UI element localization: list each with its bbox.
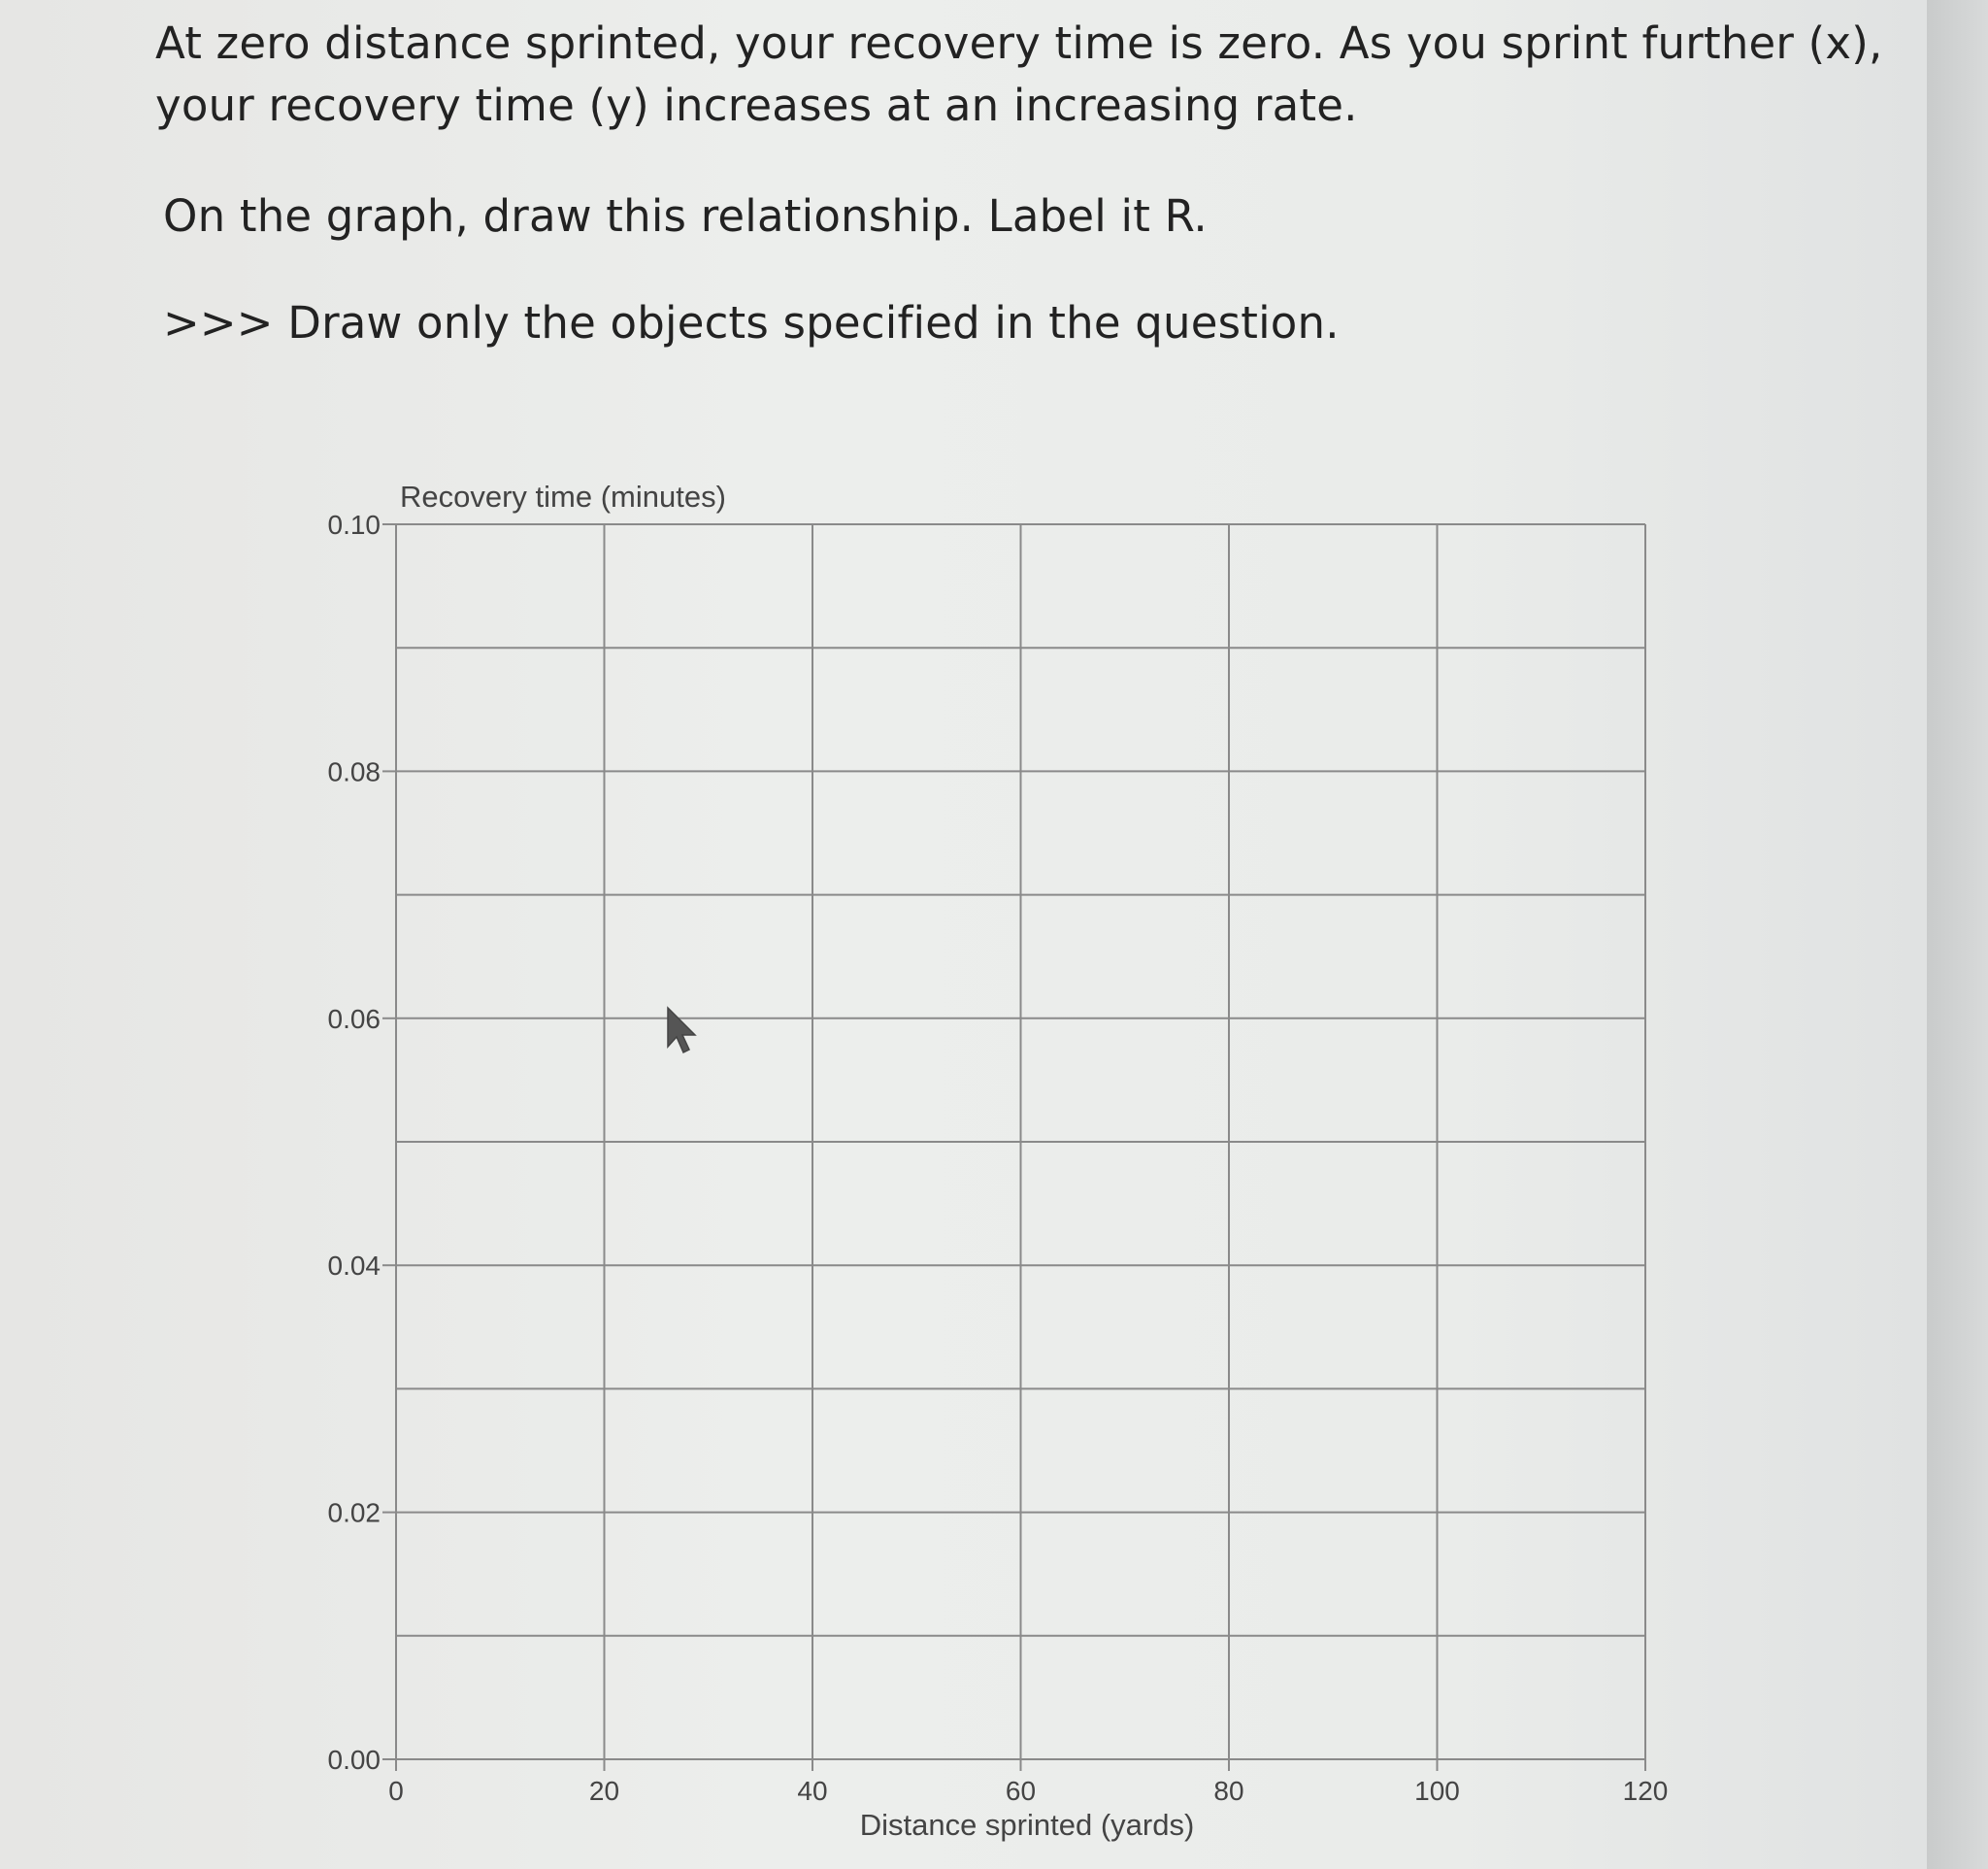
x-tick-label: 0 <box>388 1776 404 1806</box>
y-tick-label: 0.08 <box>327 756 381 787</box>
y-tick-label: 0.00 <box>327 1745 381 1775</box>
question-instruction: On the graph, draw this relationship. Label it R. <box>163 190 1208 242</box>
y-tick-label: 0.04 <box>327 1251 381 1282</box>
axis-ticks <box>382 524 1645 1771</box>
grid <box>396 524 1645 1759</box>
x-tick-label: 60 <box>1005 1776 1037 1806</box>
question-line-1: At zero distance sprinted, your recovery time is zero. As you sprint further (x), <box>155 17 1883 69</box>
y-tick-label: 0.06 <box>327 1003 381 1034</box>
question-line-2: your recovery time (y) increases at an increasing rate. <box>155 80 1358 131</box>
x-tick-label: 100 <box>1414 1776 1460 1806</box>
x-tick-label: 20 <box>588 1776 620 1806</box>
x-tick-label: 40 <box>797 1776 828 1806</box>
y-tick-label: 0.02 <box>327 1497 381 1528</box>
x-tick-label: 80 <box>1213 1776 1244 1806</box>
question-note: >>> Draw only the objects specified in the question. <box>163 297 1340 349</box>
mouse-pointer-icon <box>668 1008 695 1052</box>
y-axis-title: Recovery time (minutes) <box>400 480 726 514</box>
x-tick-label: 120 <box>1622 1776 1669 1806</box>
y-tick-label: 0.10 <box>327 510 381 540</box>
x-axis-title: Distance sprinted (yards) <box>859 1808 1195 1842</box>
axis-labels <box>328 510 1669 1806</box>
